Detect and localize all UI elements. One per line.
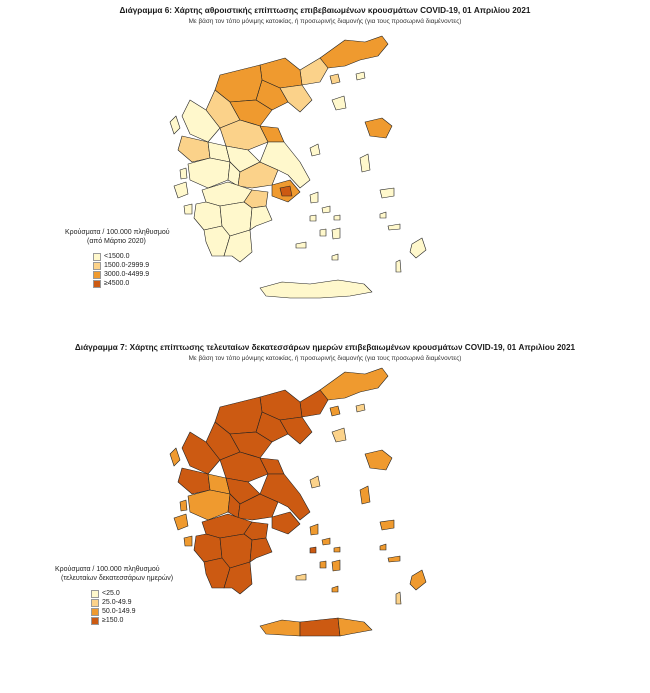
- island-lesvos: [365, 118, 392, 138]
- region-ilia: [194, 534, 222, 562]
- island-limnos: [332, 428, 346, 442]
- island-milos: [296, 242, 306, 248]
- map2-subtitle: Με βάση τον τόπο μόνιμης κατοικίας, ή προσωρινής διαμονής (για τους προσωρινά διαμένοντες): [188, 355, 462, 362]
- island-samothraki: [356, 72, 365, 80]
- island-kefalonia: [174, 514, 188, 530]
- legend-swatch: [91, 617, 99, 625]
- island-rhodes: [410, 238, 426, 258]
- island-kos: [388, 556, 400, 562]
- region-crete-east: [338, 618, 372, 636]
- island-rhodes: [410, 570, 426, 590]
- region-ilia: [194, 202, 222, 230]
- legend-item-label: <1500.0: [104, 253, 130, 260]
- island-kalymnos: [380, 544, 386, 550]
- island-thasos: [330, 74, 340, 84]
- island-zakynthos: [184, 536, 192, 546]
- island-kefalonia: [174, 182, 188, 198]
- greece-cumulative-incidence-map: [160, 30, 460, 320]
- region-argolida: [250, 206, 272, 230]
- island-tinos: [322, 538, 330, 545]
- legend-item-label: 1500.0-2999.9: [104, 262, 150, 269]
- legend-item: [93, 279, 170, 288]
- legend-item: [91, 598, 173, 607]
- island-kalymnos: [380, 212, 386, 218]
- island-samos: [380, 520, 394, 530]
- island-chios: [360, 154, 370, 172]
- legend-title: Κρούσματα / 100.000 πληθυσμού: [65, 229, 170, 236]
- legend-item: [91, 616, 173, 625]
- island-paros: [320, 229, 326, 236]
- region-attica-center: [280, 186, 292, 196]
- region-crete-west: [260, 620, 300, 636]
- island-naxos: [332, 560, 340, 571]
- legend-subtitle: (τελευταίων δεκατεσσάρων ημερών): [61, 575, 174, 582]
- legend-item-label: 3000.0-4499.9: [104, 271, 150, 278]
- island-karpathos: [396, 260, 401, 272]
- map1-legend: [65, 228, 170, 288]
- region-crete-center: [300, 618, 340, 636]
- island-samos: [380, 188, 394, 198]
- legend-item: [91, 607, 173, 616]
- legend-item: [93, 270, 170, 279]
- map1-subtitle: Με βάση τον τόπο μόνιμης κατοικίας, ή προσωρινής διαμονής (για τους προσωρινά διαμένοντες): [188, 18, 462, 25]
- legend-item: [93, 261, 170, 270]
- island-paros: [320, 561, 326, 568]
- legend-item-label: ≥4500.0: [104, 280, 130, 287]
- legend-item-label: ≥150.0: [102, 617, 124, 624]
- legend-item-label: 50.0-149.9: [102, 608, 136, 615]
- island-zakynthos: [184, 204, 192, 214]
- island-thasos: [330, 406, 340, 416]
- greece-14day-incidence-map: [160, 362, 460, 662]
- island-kerkyra: [170, 116, 180, 134]
- legend-item: [93, 252, 170, 261]
- island-syros: [310, 215, 316, 221]
- island-chios: [360, 486, 370, 504]
- map1-title: Διάγραμμα 6: Χάρτης αθροιστικής επίπτωσης επιβεβαιωμένων κρουσμάτων COVID-19, 01 Απριλίου 2021: [119, 6, 531, 15]
- legend-item: [91, 589, 173, 598]
- legend-swatch: [93, 280, 101, 288]
- legend-swatch: [93, 253, 101, 261]
- island-karpathos: [396, 592, 401, 604]
- island-syros: [310, 547, 316, 553]
- cumulative-incidence-panel: [0, 0, 650, 335]
- island-tinos: [322, 206, 330, 213]
- map2-legend: [55, 565, 173, 625]
- island-skyros: [310, 476, 320, 488]
- region-argolida: [250, 538, 272, 562]
- island-skyros: [310, 144, 320, 156]
- island-santorini: [332, 586, 338, 592]
- region-thrace: [320, 368, 388, 400]
- island-lefkada: [180, 500, 187, 511]
- legend-title: Κρούσματα / 100.000 πληθυσμού: [55, 566, 160, 573]
- region-crete: [260, 280, 372, 298]
- island-andros: [310, 192, 318, 203]
- island-milos: [296, 574, 306, 580]
- map2-title: Διάγραμμα 7: Χάρτης επίπτωσης τελευταίων δεκατεσσάρων ημερών επιβεβαιωμένων κρουσμάτων COVID-19, 01 Απριλίου 2021: [74, 343, 576, 352]
- island-lesvos: [365, 450, 392, 470]
- legend-swatch: [93, 262, 101, 270]
- island-naxos: [332, 228, 340, 239]
- island-mykonos: [334, 215, 340, 220]
- island-andros: [310, 524, 318, 535]
- island-kerkyra: [170, 448, 180, 466]
- island-lefkada: [180, 168, 187, 179]
- legend-swatch: [93, 271, 101, 279]
- legend-item-label: 25.0-49.9: [102, 599, 132, 606]
- legend-swatch: [91, 590, 99, 598]
- island-kos: [388, 224, 400, 230]
- island-samothraki: [356, 404, 365, 412]
- legend-subtitle: (από Μάρτιο 2020): [87, 238, 146, 245]
- legend-swatch: [91, 608, 99, 616]
- legend-item-label: <25.0: [102, 590, 120, 597]
- legend-swatch: [91, 599, 99, 607]
- island-mykonos: [334, 547, 340, 552]
- region-thrace: [320, 36, 388, 68]
- island-limnos: [332, 96, 346, 110]
- island-santorini: [332, 254, 338, 260]
- fourteen-day-incidence-panel: [0, 338, 650, 693]
